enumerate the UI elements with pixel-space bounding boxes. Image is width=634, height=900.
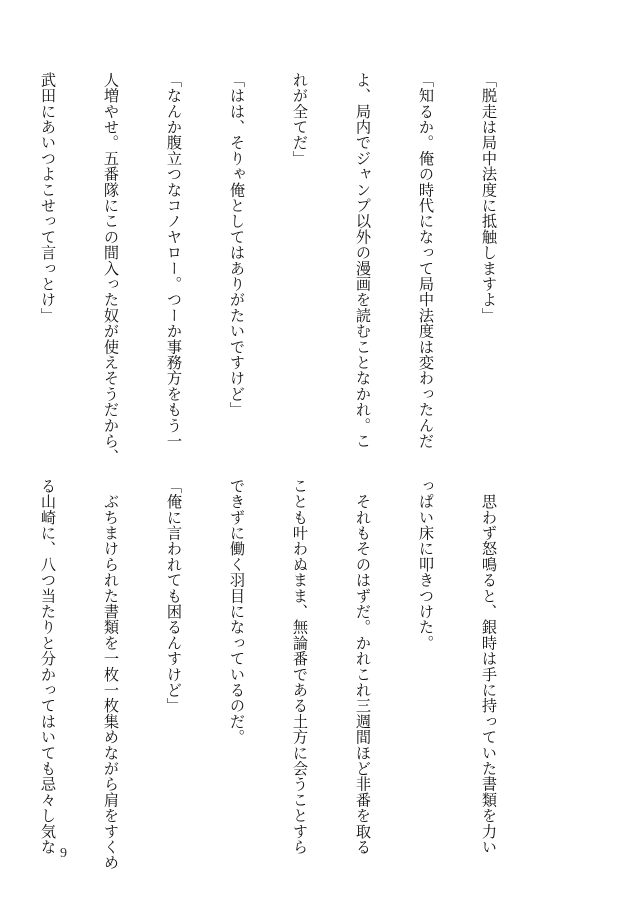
text-line: ぶちまけられた書類を一枚一枚集めながら肩をすくめ [102,478,120,871]
lower-text-block [39,478,541,871]
text-line: 「はは、そりゃ俺としてはありがたいですけど」 [228,72,246,418]
text-line: 思わず怒鳴ると、銀時は手に持っていた書類を力い [480,478,498,855]
text-line: る山崎に、八つ当たりと分かってはいても忌々し気な [39,478,57,855]
text-line: よ、局内でジャンプ以外の漫画を読むことなかれ。こ [354,72,372,449]
text-line: できずに働く羽目になっているのだ。 [228,478,246,745]
upper-text-block [39,72,541,472]
text-line: 「知るか。俺の時代になって局中法度は変わったんだ [417,72,435,449]
text-line: それもそのはずだ。かれこれ三週間ほど非番を取る [354,478,372,855]
page-number: 9 [60,846,67,861]
text-line: 武田にあいつよこせって言っとけ」 [39,72,57,324]
text-line: 人増やせ。五番隊にこの間入った奴が使えそうだから、 [102,72,120,465]
text-line: っぱい床に叩きつけた。 [417,478,435,651]
text-line: 「脱走は局中法度に抵触しますよ」 [480,72,498,324]
text-line: 「なんか腹立つなコノヤロー。つーか事務方をもう一 [165,72,183,449]
text-line: れが全てだ」 [291,72,309,167]
text-line: ことも叶わぬまま、無論番である土方に会うことすら [291,478,309,855]
text-line: 「俺に言われても困るんすけど」 [165,478,183,714]
